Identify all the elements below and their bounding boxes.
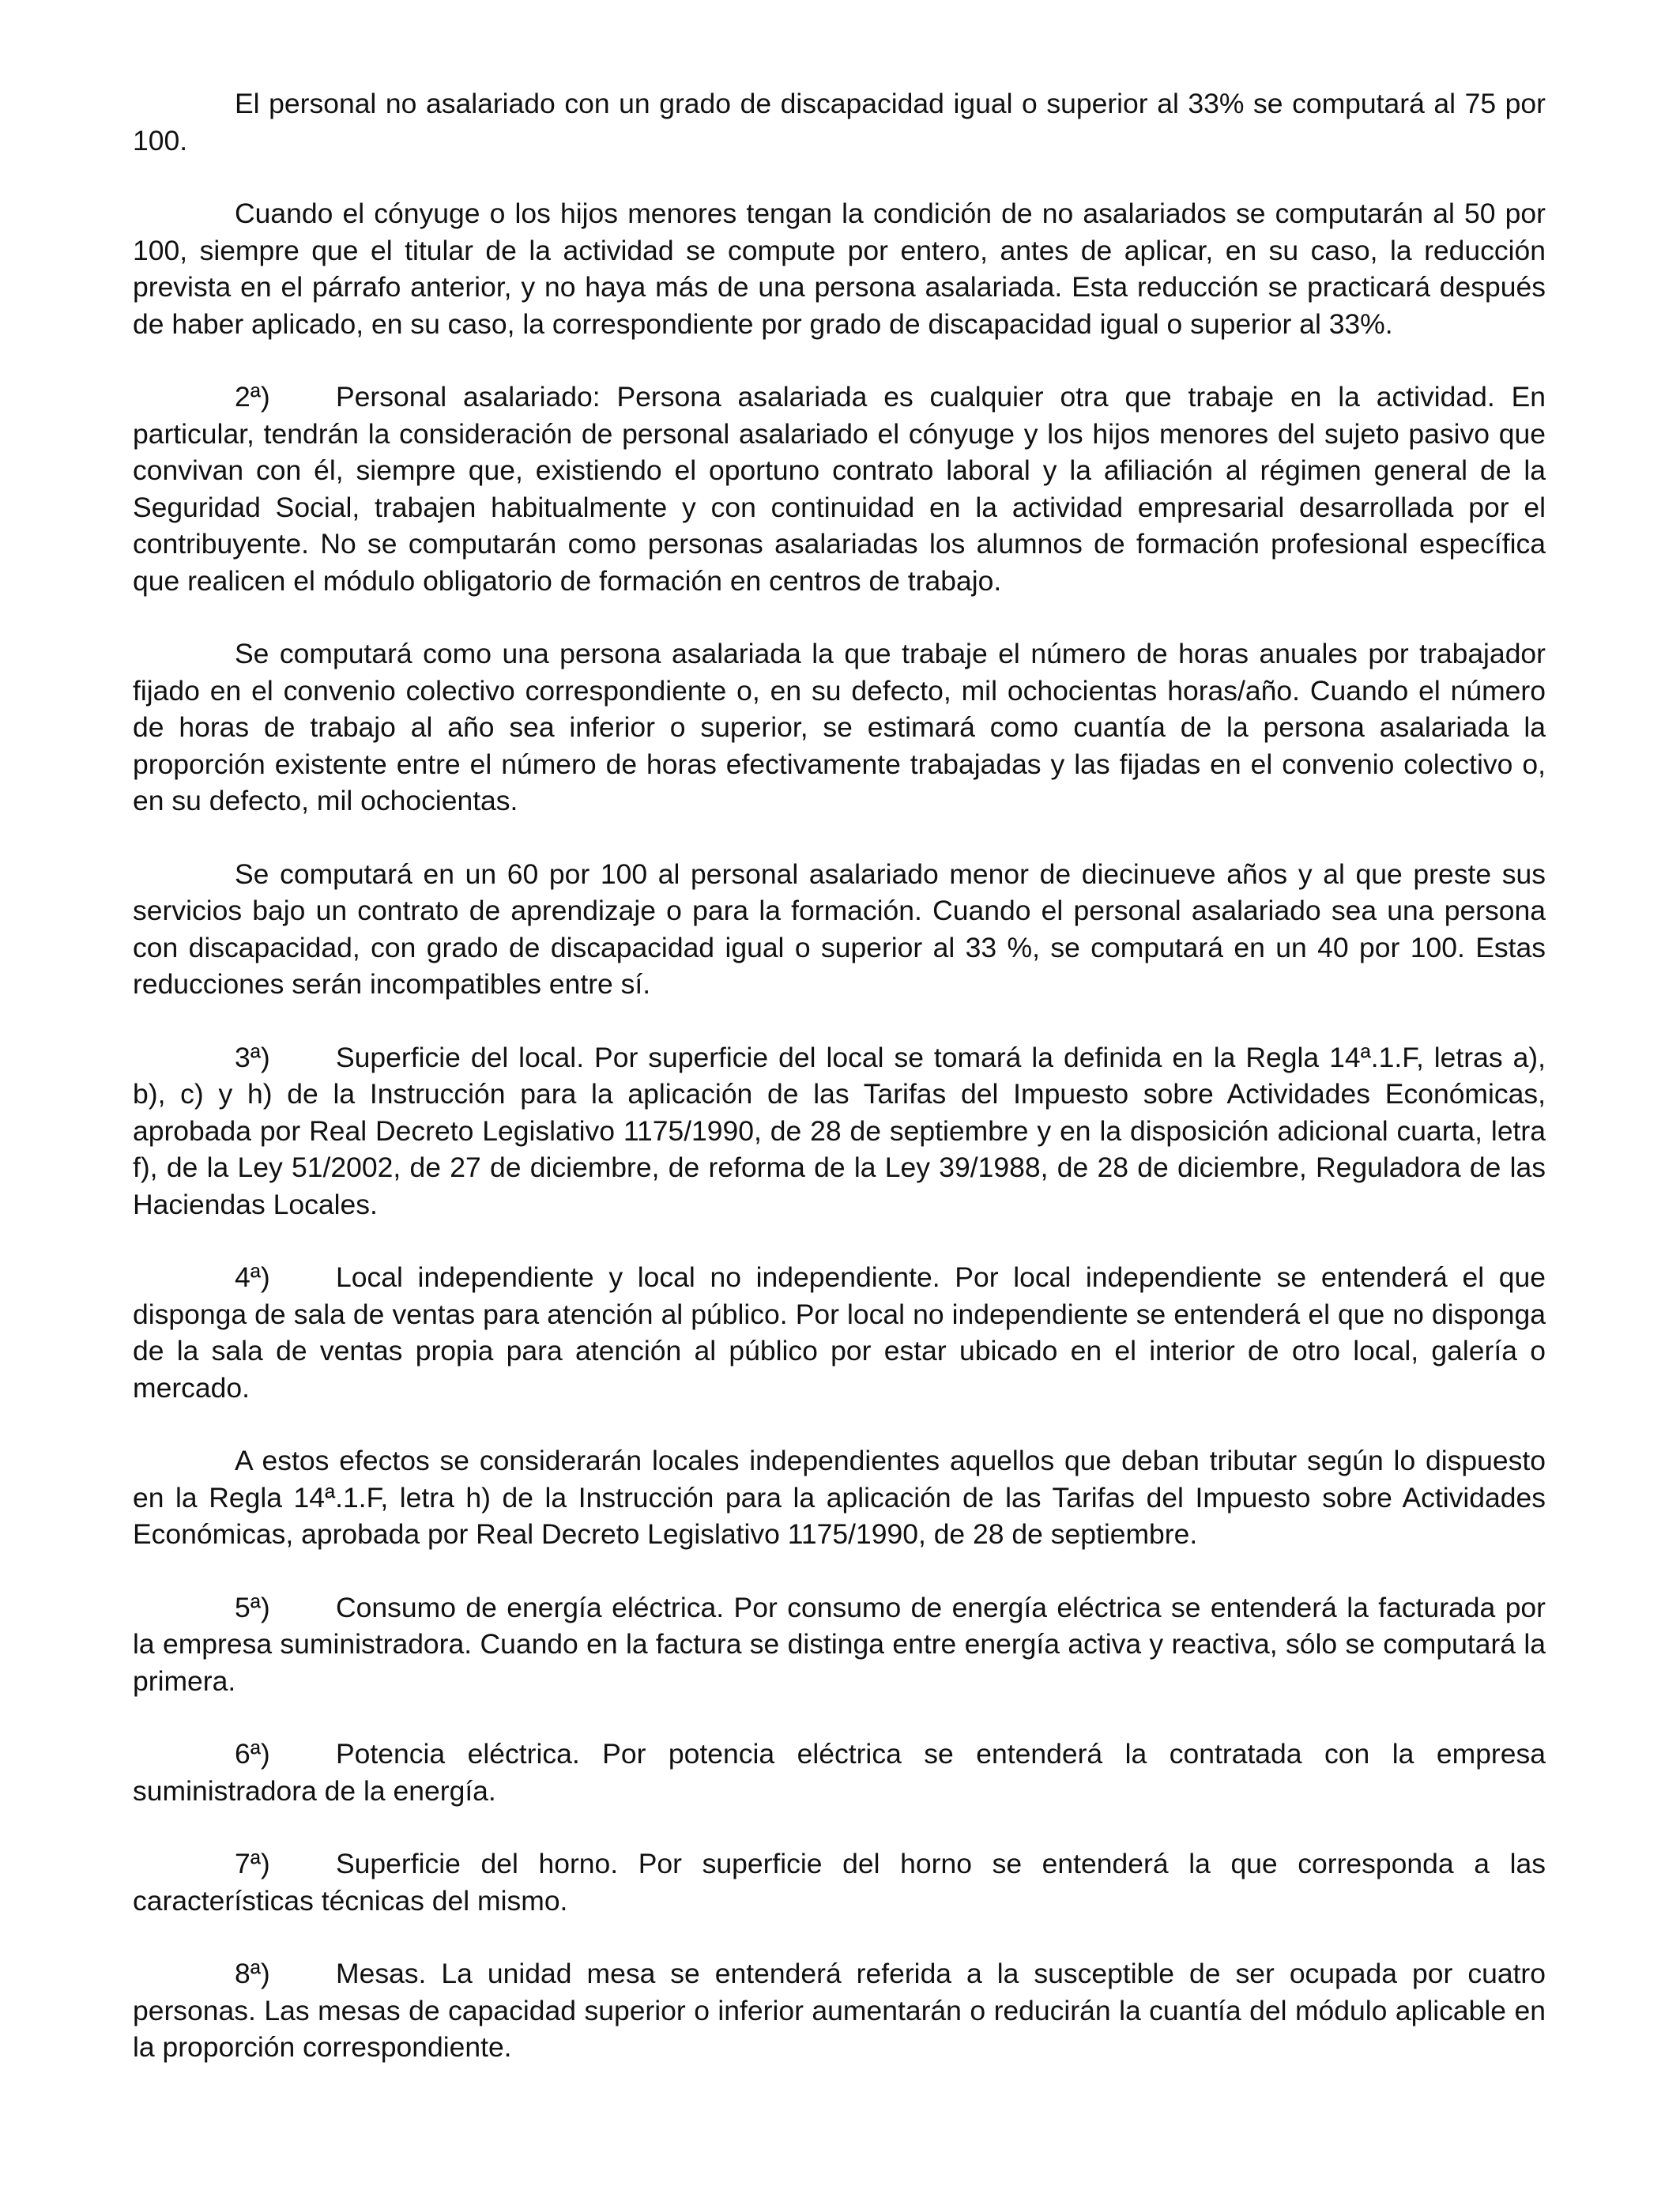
item-number: 4ª) [235, 1261, 270, 1293]
item-number: 5ª) [235, 1591, 270, 1623]
paragraph-text: Consumo de energía eléctrica. Por consumo de energía eléctrica se entenderá la facturada por la empresa suministradora. Cuando en la factura se distinga entre energía activa y reactiva, sólo se computará la primera. [133, 1591, 1546, 1697]
item-number: 7ª) [235, 1848, 270, 1879]
paragraph-text: Superficie del local. Por superficie del local se tomará la definida en la Regla 14ª.1.F, letras a), b), c) y h) de la Instrucción para la aplicación de las Tarifas del Impuesto sobre Actividades Económicas, aprobada por Real Decreto Legislativo 1175/1990, de 28 de septiembre y en la disposición adicional cuarta, letra f), de la Ley 51/2002, de 27 de diciembre, de reforma de la Ley 39/1988, de 28 de diciembre, Reguladora de las Haciendas Locales. [133, 1041, 1546, 1220]
paragraph-text: Superficie del horno. Por superficie del horno se entenderá la que corresponda a las características técnicas del mismo. [133, 1848, 1546, 1917]
numbered-paragraph [133, 1039, 1546, 1223]
paragraph-text: Local independiente y local no independiente. Por local independiente se entenderá el que disponga de sala de ventas para atención al público. Por local no independiente se entenderá el que no disponga de la sala de ventas propia para atención al público por estar ubicado en el interior de otro local, galería o mercado. [133, 1261, 1546, 1404]
paragraph: A estos efectos se considerarán locales independientes aquellos que deban tributar según lo dispuesto en la Regla 14ª.1.F, letra h) de la Instrucción para la aplicación de las Tarifas del Impuesto sobre Actividades Económicas, aprobada por Real Decreto Legislativo 1175/1990, de 28 de septiembre. [133, 1445, 1546, 1550]
paragraph: Se computará en un 60 por 100 al personal asalariado menor de diecinueve años y al que preste sus servicios bajo un contrato de aprendizaje o para la formación. Cuando el personal asalariado sea una persona con discapacidad, con grado de discapacidad igual o superior al 33 %, se computará en un 40 por 100. Estas reducciones serán incompatibles entre sí. [133, 858, 1546, 1000]
numbered-paragraph [133, 1589, 1546, 1700]
paragraph-text: Potencia eléctrica. Por potencia eléctrica se entenderá la contratada con la empresa suministradora de la energía. [133, 1738, 1546, 1807]
item-number: 3ª) [235, 1041, 270, 1073]
paragraph-text: Mesas. La unidad mesa se entenderá referida a la susceptible de ser ocupada por cuatro personas. Las mesas de capacidad superior o inferior aumentarán o reducirán la cuantía del módulo aplicable en la proporción correspondiente. [133, 1958, 1546, 2063]
item-number: 6ª) [235, 1738, 270, 1770]
numbered-paragraph [133, 1845, 1546, 1919]
item-number: 8ª) [235, 1958, 270, 1989]
item-number: 2ª) [235, 381, 270, 413]
paragraph: Se computará como una persona asalariada la que trabaje el número de horas anuales por trabajador fijado en el convenio colectivo correspondiente o, en su defecto, mil ochocientas horas/año. Cuando el número de horas de trabajo al año sea inferior o superior, se estimará como cuantía de la persona asalariada la proporción existente entre el número de horas efectivamente trabajadas y las fijadas en el convenio colectivo o, en su defecto, mil ochocientas. [133, 638, 1546, 816]
numbered-paragraph [133, 379, 1546, 599]
numbered-paragraph [133, 1736, 1546, 1809]
numbered-paragraph [133, 1259, 1546, 1406]
document-page [133, 85, 1546, 2102]
paragraph: El personal no asalariado con un grado de discapacidad igual o superior al 33% se computará al 75 por 100. [133, 88, 1546, 156]
paragraph-text: Personal asalariado: Persona asalariada es cualquier otra que trabaje en la actividad. En particular, tendrán la consideración de personal asalariado el cónyuge y los hijos menores del sujeto pasivo que convivan con él, siempre que, existiendo el oportuno contrato laboral y la afiliación al régimen general de la Seguridad Social, trabajen habitualmente y con continuidad en la actividad empresarial desarrollada por el contribuyente. No se computarán como personas asalariadas los alumnos de formación profesional específica que realicen el módulo obligatorio de formación en centros de trabajo. [133, 381, 1546, 597]
numbered-paragraph [133, 1955, 1546, 2066]
paragraph: Cuando el cónyuge o los hijos menores tengan la condición de no asalariados se computarán al 50 por 100, siempre que el titular de la actividad se compute por entero, antes de aplicar, en su caso, la reducción prevista en el párrafo anterior, y no haya más de una persona asalariada. Esta reducción se practicará después de haber aplicado, en su caso, la correspondiente por grado de discapacidad igual o superior al 33%. [133, 198, 1546, 340]
